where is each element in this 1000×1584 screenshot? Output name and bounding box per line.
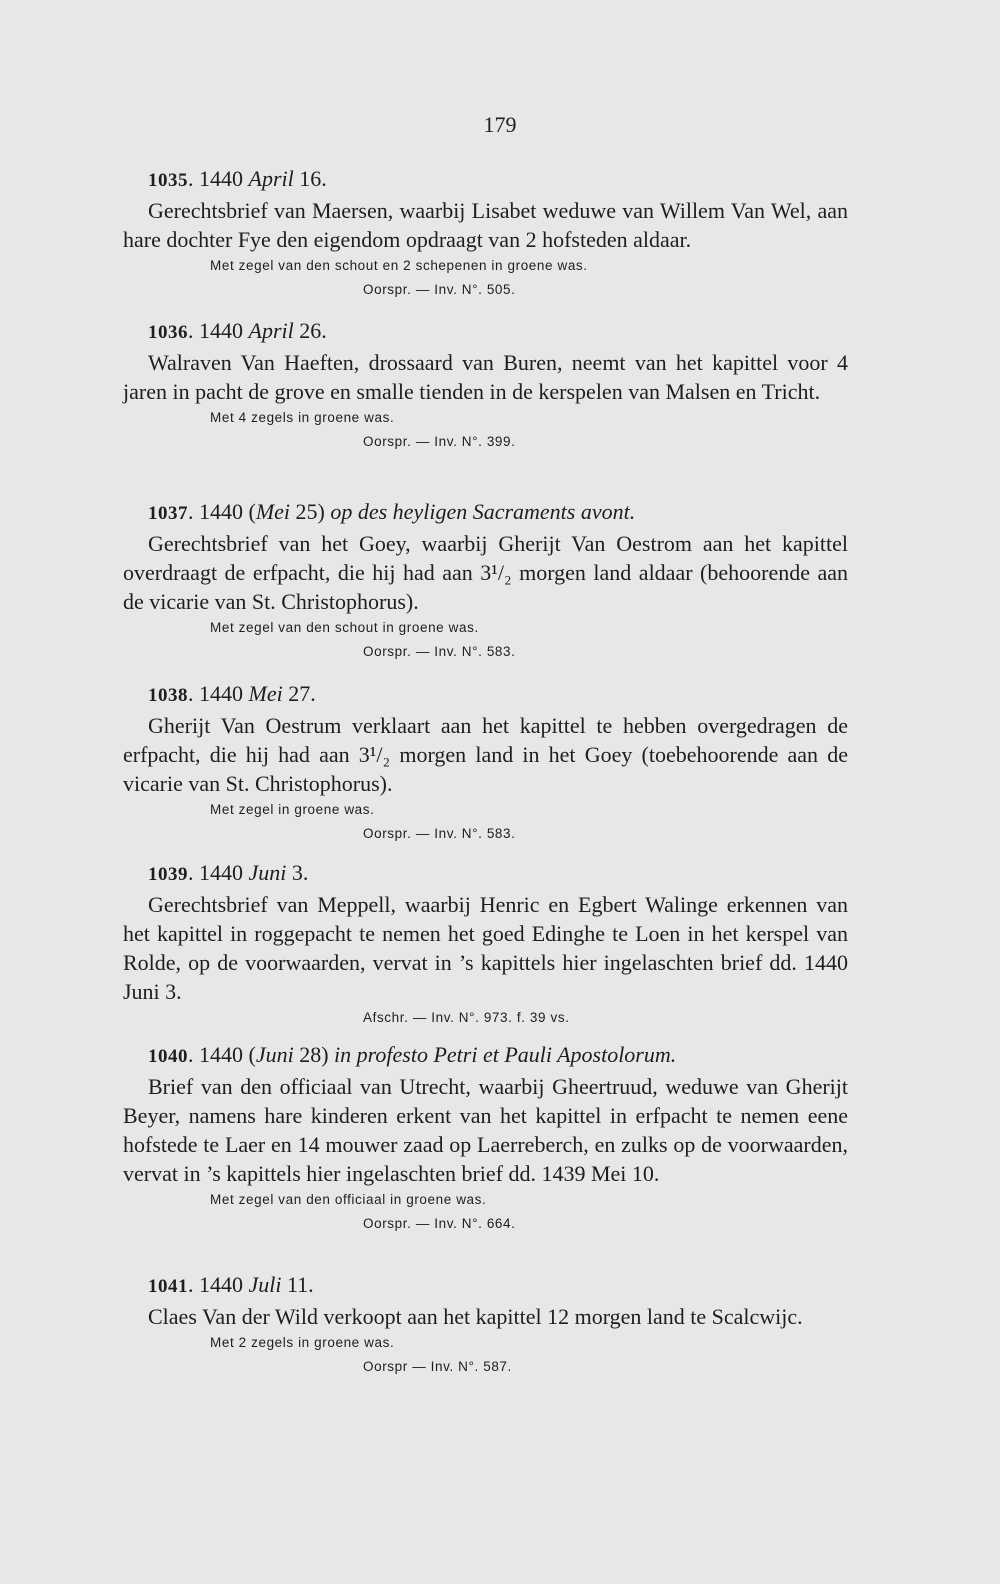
entry-heading: 1037. 1440 (Mei 25) op des heyligen Sacraments avont. <box>148 499 636 524</box>
entry-year: 1440 <box>199 318 243 343</box>
entry-month: April <box>248 318 294 343</box>
entry-year: 1440 <box>199 499 243 524</box>
entry-heading: 1038. 1440 Mei 27. <box>148 681 316 706</box>
entry-day: 11. <box>281 1272 314 1297</box>
entry-1039 <box>123 858 848 1030</box>
date-note: op des heyligen Sacraments avont. <box>330 499 636 524</box>
entry-month: Juli <box>248 1272 282 1297</box>
entry-text: Walraven Van Haeften, drossaard van Buren, neemt van het kapittel voor 4 jaren in pacht de grove en smalle tienden in de kerspelen van Malsen en Tricht. <box>123 350 848 404</box>
entry-day: 16. <box>293 166 327 191</box>
entry-number: 1037 <box>148 503 188 524</box>
entry-year: 1440 <box>199 1042 243 1067</box>
entry-1037 <box>123 497 848 664</box>
entry-day: 26. <box>293 318 327 343</box>
entry-year: 1440 <box>199 681 243 706</box>
archive-reference: Oorspr — Inv. N°. 587. <box>363 1359 512 1374</box>
entry-heading: 1036. 1440 April 26. <box>148 318 327 343</box>
entry-day: 27. <box>282 681 316 706</box>
entry-day: 25) <box>290 499 325 524</box>
entry-1036 <box>123 316 848 454</box>
archive-reference: Oorspr. — Inv. N°. 583. <box>363 644 516 659</box>
entry-number: 1040 <box>148 1046 188 1067</box>
archive-reference: Oorspr. — Inv. N°. 664. <box>363 1216 516 1231</box>
entry-heading: 1040. 1440 (Juni 28) in profesto Petri et Pauli Apostolorum. <box>148 1042 677 1067</box>
date-note: in profesto Petri et Pauli Apostolorum. <box>334 1042 677 1067</box>
seal-note: Met zegel van den officiaal in groene was. <box>210 1192 487 1207</box>
seal-note: Met zegel van den schout en 2 schepenen in groene was. <box>210 258 588 273</box>
entry-month: Juni <box>248 860 287 885</box>
entry-text: Gerechtsbrief van het Goey, waarbij Gherijt Van Oestrom aan het kapittel overdraagt de erfpacht, die hij had aan 3¹/₂ morgen land aldaar (behoorende aan de vicarie van St. Christophorus). <box>123 531 848 614</box>
entry-number: 1041 <box>148 1276 188 1297</box>
entry-text: Gerechtsbrief van Meppell, waarbij Henric en Egbert Walinge erkennen van het kapittel in roggepacht te nemen het goed Edinghe te Loen in het kerspel van Rolde, op de voorwaarden, vervat in ’s kapittels hier ingelaschten brief dd. 1440 Juni 3. <box>123 892 848 1004</box>
entry-text: Gerechtsbrief van Maersen, waarbij Lisabet weduwe van Willem Van Wel, aan hare dochter Fye den eigendom opdraagt van 2 hofsteden aldaar. <box>123 198 848 252</box>
entry-year: 1440 <box>199 166 243 191</box>
entry-month: Juni <box>255 1042 294 1067</box>
entry-month: Mei <box>255 499 291 524</box>
date-prefix: ( <box>248 499 256 524</box>
archive-reference: Oorspr. — Inv. N°. 505. <box>363 282 516 297</box>
entry-number: 1036 <box>148 322 188 343</box>
seal-note: Met 2 zegels in groene was. <box>210 1335 395 1350</box>
date-prefix: ( <box>248 1042 256 1067</box>
entry-1038 <box>123 679 848 846</box>
entry-text: Gherijt Van Oestrum verklaart aan het kapittel te hebben overgedragen de erfpacht, die hij had aan 3¹/₂ morgen land in het Goey (toebehoorende aan de vicarie van St. Christophorus). <box>123 713 848 796</box>
entry-number: 1038 <box>148 685 188 706</box>
entry-1035 <box>123 164 848 302</box>
archive-reference: Oorspr. — Inv. N°. 399. <box>363 434 516 449</box>
seal-note: Met zegel van den schout in groene was. <box>210 620 479 635</box>
entry-month: April <box>248 166 294 191</box>
entry-heading: 1039. 1440 Juni 3. <box>148 860 309 885</box>
entry-number: 1035 <box>148 170 188 191</box>
page-number: 179 <box>483 112 517 137</box>
seal-note: Met 4 zegels in groene was. <box>210 410 395 425</box>
archive-reference: Oorspr. — Inv. N°. 583. <box>363 826 516 841</box>
entry-heading: 1041. 1440 Juli 11. <box>148 1272 314 1297</box>
entry-text: Claes Van der Wild verkoopt aan het kapittel 12 morgen land te Scalcwijc. <box>148 1304 803 1329</box>
entry-year: 1440 <box>199 860 243 885</box>
seal-note: Met zegel in groene was. <box>210 802 375 817</box>
entry-1041 <box>123 1270 848 1379</box>
entry-heading: 1035. 1440 April 16. <box>148 166 327 191</box>
entry-text: Brief van den officiaal van Utrecht, waarbij Gheertruud, weduwe van Gherijt Beyer, namens hare kinderen erkent van het kapittel in erfpacht te nemen eene hofstede te Laer en 14 mouwer zaad op Laerreberch, en zulks op de voorwaarden, vervat in ’s kapittels hier ingelaschten brief dd. 1439 Mei 10. <box>123 1074 848 1186</box>
entry-1040 <box>123 1040 848 1236</box>
entry-day: 28) <box>293 1042 329 1067</box>
entry-year: 1440 <box>199 1272 243 1297</box>
entry-day: 3. <box>286 860 309 885</box>
archive-reference: Afschr. — Inv. N°. 973. f. 39 vs. <box>363 1010 570 1025</box>
entry-month: Mei <box>248 681 283 706</box>
entry-number: 1039 <box>148 864 188 885</box>
